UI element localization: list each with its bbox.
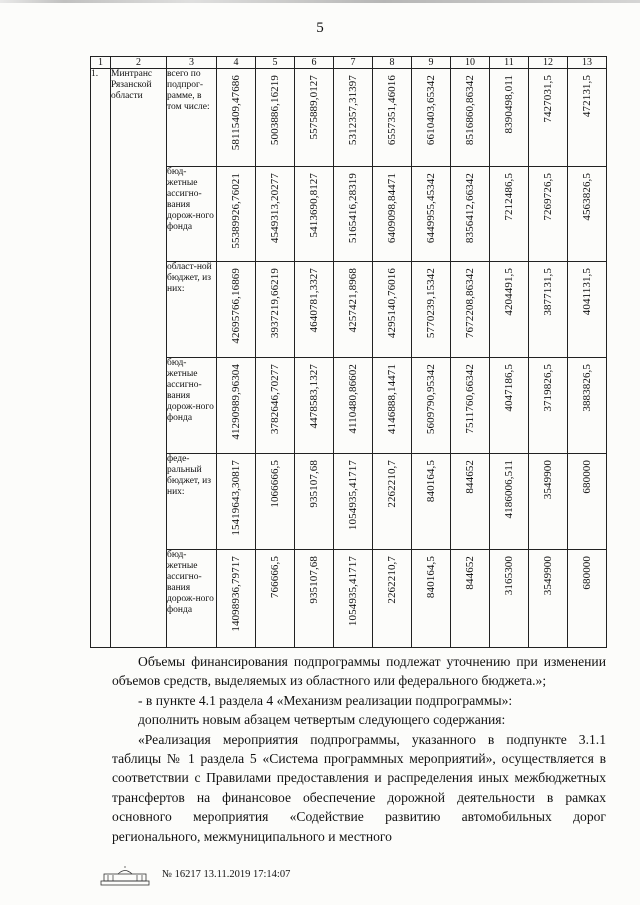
value-cell	[334, 454, 373, 550]
row-label: феде-ральный бюджет, из них:	[167, 454, 217, 550]
table-header-row	[91, 57, 607, 69]
value-text: 844652	[464, 556, 476, 590]
paragraph: «Реализация мероприятия подпрограммы, указанного в подпункте 3.1.1 таблицы № 1 раздела 5 «Система программных мероприятий», осуществляется в соответствии с Правилами предоставления и распределения иных межбюджетных трансфертов на финансовое обеспечение дорожной деятельности в рамках основного мероприятия «Содействие развитию автомобильных дорог регионального, межмуниципального и местного	[112, 731, 606, 844]
value-text: 15419643,30817	[230, 460, 242, 536]
financing-table	[90, 56, 607, 648]
value-text: 766666,5	[269, 556, 281, 599]
value-cell	[451, 454, 490, 550]
value-text: 4186006,511	[503, 460, 515, 519]
value-text: 840164,5	[425, 556, 437, 599]
table-row	[91, 550, 607, 648]
value-text: 55389926,76021	[230, 173, 242, 249]
value-cell	[529, 69, 568, 167]
value-text: 7511760,66342	[464, 364, 476, 434]
col-header: 7	[334, 57, 373, 69]
value-cell	[490, 454, 529, 550]
value-text: 6557351,46016	[386, 75, 398, 146]
value-text: 4204491,5	[503, 268, 515, 316]
value-cell	[490, 550, 529, 648]
value-text: 7672208,86342	[464, 268, 476, 339]
value-text: 3165300	[503, 556, 515, 596]
value-text: 5003886,16219	[269, 75, 281, 146]
row-label: всего по подпрог-рамме, в том числе:	[167, 69, 217, 167]
value-cell	[373, 262, 412, 358]
value-cell	[217, 358, 256, 454]
table-row	[91, 358, 607, 454]
value-text: 7212486,5	[503, 173, 515, 221]
value-text: 4295140,76016	[386, 268, 398, 339]
value-cell	[529, 262, 568, 358]
value-text: 5413690,8127	[308, 173, 320, 238]
value-cell	[568, 550, 607, 648]
value-text: 5609790,95342	[425, 364, 437, 435]
value-text: 3877131,5	[542, 268, 554, 316]
value-text: 472131,5	[581, 75, 593, 118]
value-cell	[217, 167, 256, 262]
col-header: 2	[111, 57, 167, 69]
value-cell	[490, 358, 529, 454]
value-cell	[373, 454, 412, 550]
value-text: 935107,68	[308, 460, 320, 508]
value-text: 2262210,7	[386, 556, 398, 604]
value-cell	[451, 358, 490, 454]
col-header: 13	[568, 57, 607, 69]
footer	[100, 866, 620, 888]
paragraph: - в пункте 4.1 раздела 4 «Механизм реализации подпрограммы»:	[138, 692, 513, 708]
value-cell	[334, 69, 373, 167]
value-cell	[568, 69, 607, 167]
value-cell	[451, 262, 490, 358]
value-text: 5770239,15342	[425, 268, 437, 339]
col-header: 6	[295, 57, 334, 69]
value-cell	[451, 69, 490, 167]
table-row	[91, 262, 607, 358]
value-cell	[412, 550, 451, 648]
value-cell	[373, 167, 412, 262]
value-cell	[295, 454, 334, 550]
value-text: 5165416,28319	[347, 173, 359, 244]
value-cell	[217, 454, 256, 550]
value-text: 844652	[464, 460, 476, 494]
value-text: 840164,5	[425, 460, 437, 503]
value-text: 4041131,5	[581, 268, 593, 316]
value-cell	[529, 358, 568, 454]
document-body	[112, 652, 606, 846]
value-text: 2262210,7	[386, 460, 398, 508]
value-text: 4047186,5	[503, 364, 515, 412]
value-cell	[451, 550, 490, 648]
value-cell	[412, 262, 451, 358]
value-cell	[256, 167, 295, 262]
value-cell	[256, 262, 295, 358]
paragraph: Объемы финансирования подпрограммы подлежат уточнению при изменении объемов средств, выделяемых из областного или федерального бюджета.»;	[112, 654, 606, 689]
value-cell	[529, 167, 568, 262]
value-cell	[373, 358, 412, 454]
value-cell	[490, 262, 529, 358]
value-text: 4640781,3327	[308, 268, 320, 333]
value-cell	[295, 69, 334, 167]
value-text: 3883826,5	[581, 364, 593, 412]
value-text: 680000	[581, 460, 593, 494]
row-label: бюд-жетные ассигно-вания дорож-ного фонда	[167, 358, 217, 454]
col-header: 5	[256, 57, 295, 69]
row-label: бюд-жетные ассигно-вания дорож-ного фонда	[167, 167, 217, 262]
value-text: 8516860,86342	[464, 75, 476, 146]
value-text: 935107,68	[308, 556, 320, 604]
col-header: 12	[529, 57, 568, 69]
value-text: 4478583,1327	[308, 364, 320, 429]
government-building-seal-icon	[100, 866, 150, 886]
table-row	[91, 454, 607, 550]
col-header: 3	[167, 57, 217, 69]
value-cell	[568, 262, 607, 358]
value-cell	[334, 167, 373, 262]
value-text: 3719826,5	[542, 364, 554, 412]
value-text: 4549313,20277	[269, 173, 281, 244]
value-text: 8356412,66342	[464, 173, 476, 244]
value-cell	[334, 358, 373, 454]
value-cell	[412, 69, 451, 167]
value-text: 14098936,79717	[230, 556, 242, 632]
value-cell	[217, 550, 256, 648]
value-text: 6449955,45342	[425, 173, 437, 244]
value-cell	[412, 167, 451, 262]
value-text: 1066666,5	[269, 460, 281, 508]
value-text: 680000	[581, 556, 593, 590]
value-cell	[217, 69, 256, 167]
value-cell	[295, 550, 334, 648]
value-text: 3549900	[542, 460, 554, 500]
value-text: 7427031,5	[542, 75, 554, 123]
value-text: 1054935,41717	[347, 556, 359, 627]
value-cell	[490, 69, 529, 167]
value-cell	[373, 69, 412, 167]
value-text: 4563826,5	[581, 173, 593, 221]
table-row	[91, 167, 607, 262]
row-label: бюд-жетные ассигно-вания дорож-ного фонда	[167, 550, 217, 648]
value-text: 7269726,5	[542, 173, 554, 221]
row-number: 1.	[91, 69, 111, 648]
value-text: 3782646,70277	[269, 364, 281, 435]
value-cell	[295, 262, 334, 358]
value-text: 3937219,66219	[269, 268, 281, 339]
row-label: област-ной бюджет, из них:	[167, 262, 217, 358]
value-text: 1054935,41717	[347, 460, 359, 531]
col-header: 9	[412, 57, 451, 69]
scan-edge	[0, 0, 640, 3]
value-text: 5575889,0127	[308, 75, 320, 140]
registration-stamp: № 16217 13.11.2019 17:14:07	[162, 869, 291, 880]
value-text: 6610403,65342	[425, 75, 437, 146]
col-header: 10	[451, 57, 490, 69]
value-cell	[412, 454, 451, 550]
value-text: 42695766,16869	[230, 268, 242, 344]
table-row	[91, 69, 607, 167]
value-text: 5312357,31397	[347, 75, 359, 146]
col-header: 11	[490, 57, 529, 69]
value-cell	[295, 358, 334, 454]
value-text: 8390498,011	[503, 75, 515, 134]
value-cell	[451, 167, 490, 262]
value-cell	[256, 69, 295, 167]
value-cell	[256, 454, 295, 550]
organization-cell: Минтранс Рязанской области	[111, 69, 167, 648]
col-header: 8	[373, 57, 412, 69]
paragraph: дополнить новым абзацем четвертым следующего содержания:	[138, 712, 506, 728]
value-text: 41290989,96304	[230, 364, 242, 440]
value-cell	[529, 454, 568, 550]
value-cell	[217, 262, 256, 358]
value-cell	[490, 167, 529, 262]
value-cell	[568, 358, 607, 454]
value-text: 3549900	[542, 556, 554, 596]
value-cell	[334, 550, 373, 648]
value-cell	[256, 550, 295, 648]
value-cell	[256, 358, 295, 454]
value-text: 4110480,86602	[347, 364, 359, 434]
col-header: 1	[91, 57, 111, 69]
value-text: 4257421,8968	[347, 268, 359, 333]
value-cell	[568, 454, 607, 550]
value-cell	[568, 167, 607, 262]
value-text: 6409098,84471	[386, 173, 398, 244]
value-cell	[295, 167, 334, 262]
value-text: 4146888,14471	[386, 364, 398, 435]
page-number: 5	[316, 20, 324, 36]
value-cell	[529, 550, 568, 648]
value-cell	[334, 262, 373, 358]
value-cell	[412, 358, 451, 454]
value-text: 58115409,47686	[230, 75, 242, 151]
col-header: 4	[217, 57, 256, 69]
value-cell	[373, 550, 412, 648]
